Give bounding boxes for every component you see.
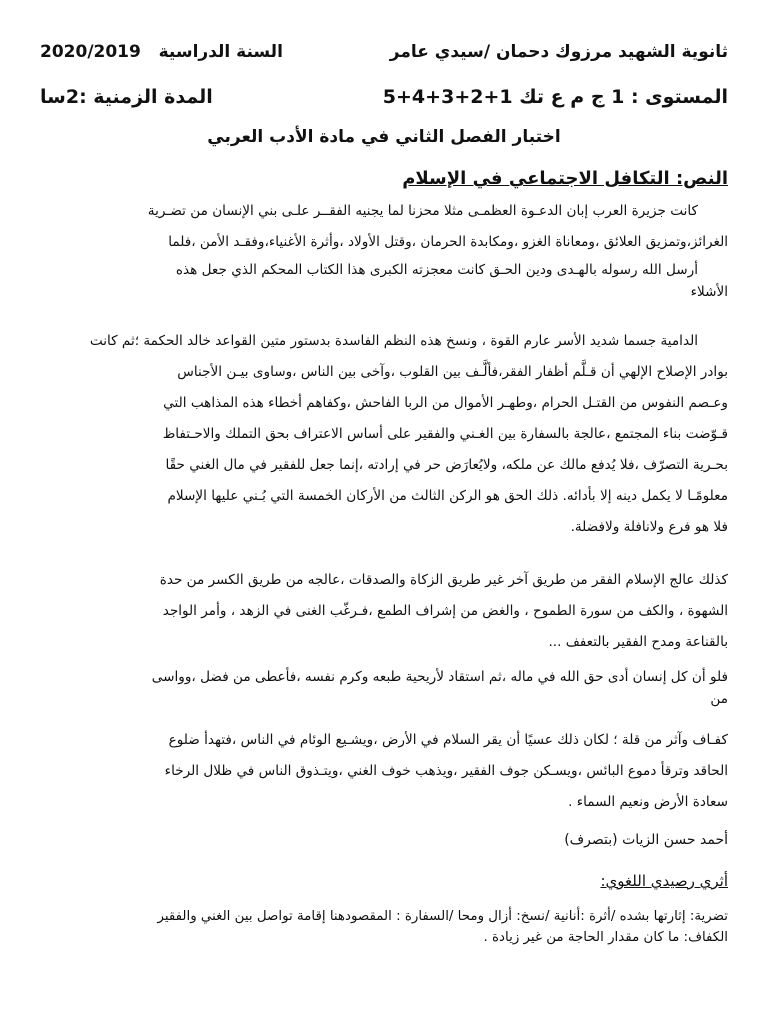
paragraph-line: الشهوة ، والكف من سورة الطموح ، والغض من إشراف الطمع ،فـرغّب الغنى في الزهد ، وأمر الواجد xyxy=(162,603,728,619)
paragraph-line: بالقناعة ومدح الفقير بالتعفف ... xyxy=(548,634,728,650)
author-attribution: أحمد حسن الزيات (بتصرف) xyxy=(564,832,728,848)
paragraph-line: كانت جزيرة العرب إبان الدعـوة العظمـى مثلا محزنا لما يجنيه الفقــر علـى بني الإنسان من تضـرية xyxy=(147,203,698,219)
school-year-value: 2020/2019 xyxy=(40,42,141,62)
paragraph-line: كفـاف وآثر من قلة ؛ لكان ذلك عسيًا أن يقر السلام في الأرض ،ويشـيع الوئام في الناس ،فتهدأ ضلوع xyxy=(168,732,728,748)
paragraph-line: وعـصم النفوس من القتـل الحرام ،وطهـر الأموال من الربا الفاحش ،وكفاهم أخطاء هذه المذاهب التي xyxy=(163,395,728,411)
paragraph-line: أرسل الله رسوله بالهـدى ودين الحـق كانت معجزته الكبرى هذا الكتاب المحكم الذي جعل هذه xyxy=(175,262,698,278)
paragraph-line: قـوّضت بناء المجتمع ،عالجة بالسفارة بين الغـني والفقير على أساس الاعتراف بحق التملك والاحـتفاظ xyxy=(162,426,728,442)
paragraph-2 xyxy=(36,326,728,543)
paragraph-3 xyxy=(36,565,728,658)
paragraph-line: الحاقد وترقأ دموع البائس ،ويسـكن جوف الفقير ،ويذهب خوف الغني ،ويتـذوق الناس في ظلال الرخاء xyxy=(164,763,728,779)
header-row-level xyxy=(40,86,728,108)
paragraph-line: بحـرية التصرّف ،فلا يُدفع مالك عن ملكه، ولايُعارَض حر في إرادته ،إنما جعل للفقير في مال الغني حقًا xyxy=(165,457,728,473)
exam-duration: المدة الزمنية :2سا xyxy=(40,86,213,108)
school-name: ثانوية الشهيد مرزوك دحمان /سيدي عامر xyxy=(389,42,728,62)
header-row-school xyxy=(40,42,728,62)
school-year xyxy=(40,42,283,62)
glossary-title: أثري رصيدي اللغوي: xyxy=(600,872,728,890)
paragraph-line: سعادة الأرض ونعيم السماء . xyxy=(568,794,728,810)
paragraph-tail: من xyxy=(710,691,728,707)
paragraph-1 xyxy=(36,196,728,302)
glossary-line: تضرية: إثارتها بشده /أثرة :أنانية /نسخ: أزال ومحا /السفارة : المقصودهنا إقامة تواصل بين الغني والفقير xyxy=(157,909,728,924)
paragraph-line: الدامية جسما شديد الأسر عارم القوة ، ونسخ هذه النظم الفاسدة بدستور متين القواعد خالد الحكمة ؛ثم كانت xyxy=(89,333,698,349)
paragraph-line: كذلك عالج الإسلام الفقر من طريق آخر غير طريق الزكاة والصدقات ،عالجه من طريق الكسر من حدة xyxy=(159,572,728,588)
school-year-label: السنة الدراسية xyxy=(158,42,283,62)
paragraph-line: الغرائز،وتمزيق العلائق ،ومعاناة الغزو ،ومكابدة الحرمان ،وقتل الأولاد ،وأثرة الأغنياء،وفقـد الأمن ،فلما xyxy=(168,234,728,250)
paragraph-line: معلومًـا لا يكمل دينه إلا بأدائه. ذلك الحق هو الركن الثالث من الأركان الخمسة التي بُـني عليها الإسلام xyxy=(167,488,728,504)
class-level: المستوى : 1 ج م ع تك 1+2+3+4+5 xyxy=(382,86,728,108)
paragraph-tail: الأشلاء xyxy=(690,284,728,300)
exam-title: اختبار الفصل الثاني في مادة الأدب العربي xyxy=(207,127,561,147)
glossary-line: الكفاف: ما كان مقدار الحاجة من غير زيادة . xyxy=(483,930,728,945)
paragraph-line: فلو أن كل إنسان أدى حق الله في ماله ،ثم استقاد لأريحية طبعه وكرم نفسه ،فأعطى من فضل ،وواسى xyxy=(151,669,728,685)
text-title: النص: التكافل الاجتماعي في الإسلام xyxy=(402,168,728,189)
glossary xyxy=(36,906,728,948)
paragraph-5 xyxy=(36,725,728,818)
paragraph-line: فلا هو فرع ولانافلة ولافضلة. xyxy=(570,519,728,535)
paragraph-line: بوادر الإصلاح الإلهي أن قـلَّم أظفار الفقر،فألَّـف بين القلوب ،وآخى بين الناس ،وساوى بيـن الأجناس xyxy=(177,364,728,380)
paragraph-4 xyxy=(36,665,728,709)
